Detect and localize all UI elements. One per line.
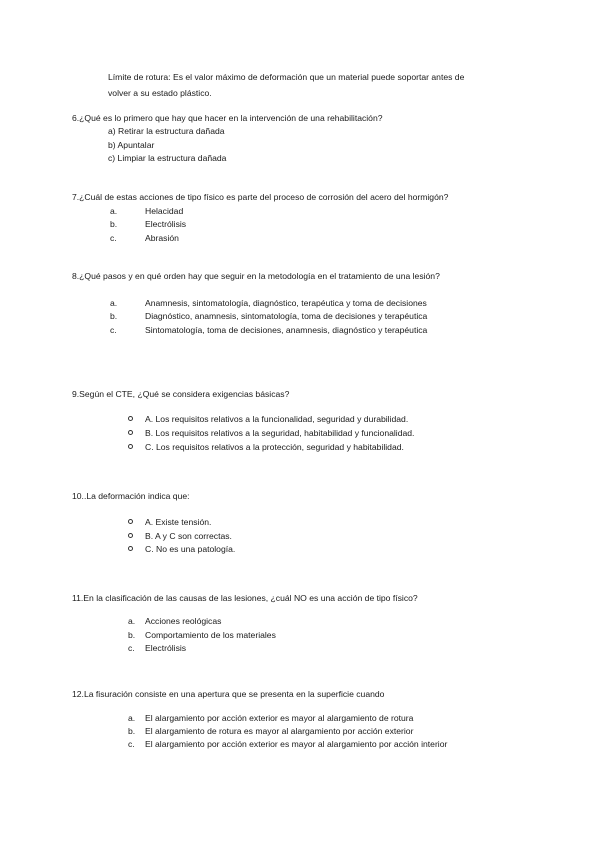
q12-option-c: El alargamiento por acción exterior es mayor al alargamiento por acción interior (145, 739, 448, 749)
bullet-circle-icon (128, 533, 133, 538)
q9-option-b: B. Los requisitos relativos a la seguridad, habitabilidad y funcionalidad. (145, 428, 415, 438)
q6-option-b: b) Apuntalar (108, 140, 155, 150)
q11-option-a: Acciones reológicas (145, 616, 222, 626)
bullet-circle-icon (128, 519, 133, 524)
question-11: 11.En la clasificación de las causas de las lesiones, ¿cuál NO es una acción de tipo físico? (72, 593, 418, 603)
q7-option-a: Helacidad (145, 206, 184, 216)
q12-marker-b: b. (128, 726, 136, 736)
q8-option-b: Diagnóstico, anamnesis, sintomatología, toma de decisiones y terapéutica (145, 311, 428, 321)
q12-option-b: El alargamiento de rotura es mayor al alargamiento por acción exterior (145, 726, 414, 736)
q10-option-a: A. Existe tensión. (145, 517, 212, 527)
bullet-circle-icon (128, 546, 133, 551)
q7-marker-a: a. (110, 206, 118, 216)
q7-marker-c: c. (110, 233, 117, 243)
q8-marker-a: a. (110, 298, 118, 308)
q12-option-a: El alargamiento por acción exterior es mayor al alargamiento de rotura (145, 713, 414, 723)
intro-line-1: Límite de rotura: Es el valor máximo de deformación que un material puede soportar antes de (108, 72, 465, 82)
question-12: 12.La fisuración consiste en una apertura que se presenta en la superficie cuando (72, 689, 385, 699)
question-7: 7.¿Cuál de estas acciones de tipo físico es parte del proceso de corrosión del acero del hormigón? (72, 192, 449, 202)
q7-option-b: Electrólisis (145, 219, 187, 229)
q6-option-c: c) Limpiar la estructura dañada (108, 153, 227, 163)
q9-option-a: A. Los requisitos relativos a la funcionalidad, seguridad y durabilidad. (145, 414, 409, 424)
bullet-circle-icon (128, 430, 133, 435)
intro-line-2: volver a su estado plástico. (108, 88, 212, 98)
q11-option-c: Electrólisis (145, 643, 187, 653)
q11-marker-c: c. (128, 643, 135, 653)
question-9: 9.Según el CTE, ¿Qué se considera exigencias básicas? (72, 389, 290, 399)
q11-marker-b: b. (128, 630, 136, 640)
q7-marker-b: b. (110, 219, 118, 229)
q8-marker-c: c. (110, 325, 117, 335)
bullet-circle-icon (128, 416, 133, 421)
q8-option-c: Sintomatología, toma de decisiones, anamnesis, diagnóstico y terapéutica (145, 325, 428, 335)
q7-option-c: Abrasión (145, 233, 179, 243)
bullet-circle-icon (128, 444, 133, 449)
q6-option-a: a) Retirar la estructura dañada (108, 126, 225, 136)
question-8: 8.¿Qué pasos y en qué orden hay que seguir en la metodología en el tratamiento de una lesión? (72, 271, 440, 281)
q8-marker-b: b. (110, 311, 118, 321)
q10-option-c: C. No es una patología. (145, 544, 236, 554)
q11-marker-a: a. (128, 616, 136, 626)
question-10: 10..La deformación indica que: (72, 491, 190, 501)
q8-option-a: Anamnesis, sintomatología, diagnóstico, terapéutica y toma de decisiones (145, 298, 427, 308)
q9-option-c: C. Los requisitos relativos a la protección, seguridad y habitabilidad. (145, 442, 404, 452)
question-6: 6.¿Qué es lo primero que hay que hacer en la intervención de una rehabilitación? (72, 113, 383, 123)
q10-option-b: B. A y C son correctas. (145, 531, 232, 541)
q12-marker-c: c. (128, 739, 135, 749)
q11-option-b: Comportamiento de los materiales (145, 630, 276, 640)
q12-marker-a: a. (128, 713, 136, 723)
